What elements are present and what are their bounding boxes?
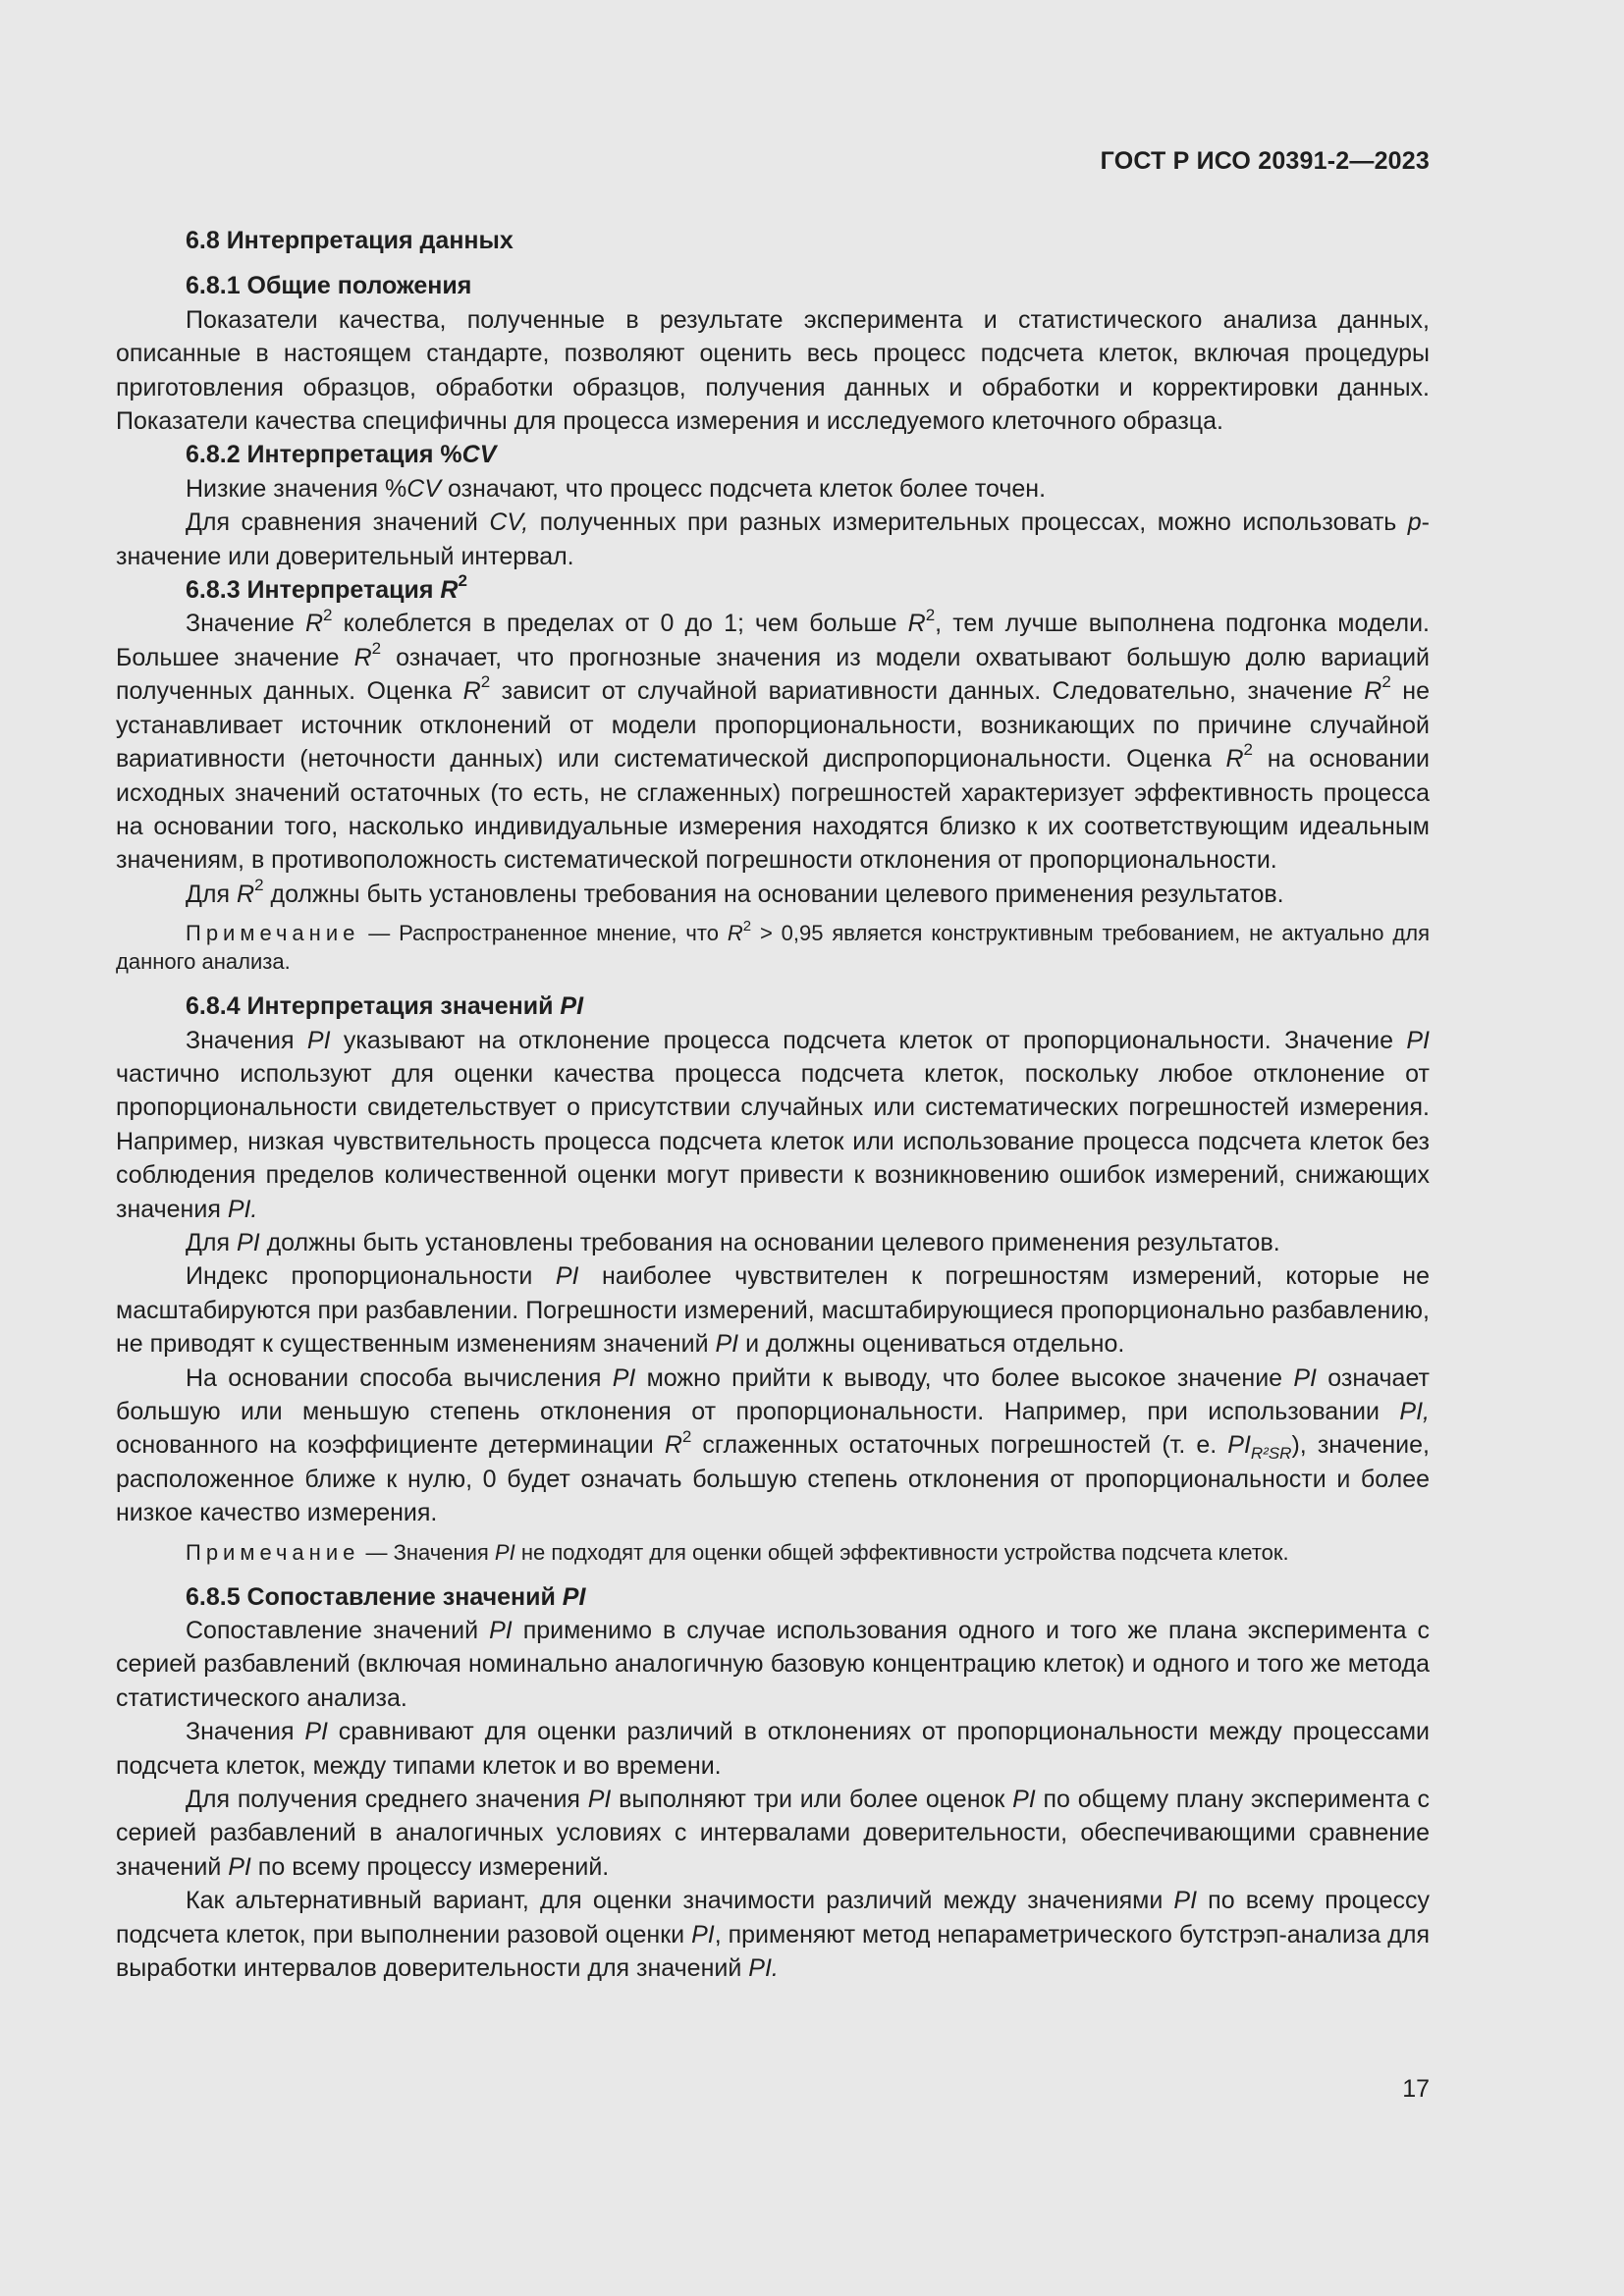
note: Примечание — Значения PI не подходят для оценки общей эффективности устройства подсчета клеток. (186, 1539, 1289, 1565)
document-id-header: ГОСТ Р ИСО 20391-2—2023 (1100, 147, 1430, 175)
paragraph: На основании способа вычисления PI можно прийти к выводу, что более высокое значение PI означает большую или меньшую степень отклонения от пропорциональности. Например, при использовании PI, основанного на коэффициенте детерминации $R^2$ сглаженных остаточных погрешностей (т. е. $PI_{R^2SR}$), значение, расположенное ближе к нулю, 0 будет означать большую степень отклонения от пропорциональности и более низкое качество измерения. (116, 1363, 1430, 1527)
paragraph: Значения PI указывают на отклонение процесса подсчета клеток от пропорциональности. Значение PI частично используют для оценки качества процесса подсчета клеток, поскольку любое отклонение от пропорциональности свидетельствует о присутствии случайных или систематических погрешностей измерения. Например, низкая чувствительность процесса подсчета клеток или использование процесса подсчета клеток без соблюдения пределов количественной оценки могут привести к возникновению ошибок измерений, снижающих значения PI. (116, 1026, 1430, 1223)
paragraph: Сопоставление значений PI применимо в случае использования одного и того же плана эксперимента с серией разбавлений (включая номинально аналогичную базовую концентрацию клеток) и одного и того же метода статистического анализа. (116, 1617, 1430, 1712)
paragraph: Низкие значения %CV означают, что процесс подсчета клеток более точен. (186, 474, 1047, 503)
note-label: Примечание (186, 1539, 360, 1565)
paragraph: Значения PI сравнивают для оценки различий в отклонениях от пропорциональности между процессами подсчета клеток, между типами клеток и во времени. (116, 1718, 1430, 1780)
paragraph: Как альтернативный вариант, для оценки значимости различий между значениями PI по всему процессу подсчета клеток, при выполнении разовой оценки PI, применяют метод непараметрического бутстрэп-анализа для выработки интервалов доверительности для значений PI. (116, 1887, 1430, 1983)
paragraph: Для $R^2$ должны быть установлены требования на основании целевого применения результатов. (186, 875, 1284, 908)
paragraph: Для PI должны быть установлены требования на основании целевого применения результатов. (186, 1228, 1280, 1256)
paragraph: Для сравнения значений CV, полученных при разных измерительных процессах, можно использовать p-значение или доверительный интервал. (116, 508, 1430, 570)
section-heading: 6.8 Интерпретация данных (186, 227, 514, 254)
subsection-heading-6-8-1: 6.8.1 Общие положения (186, 272, 472, 300)
paragraph: Индекс пропорциональности PI наиболее чувствителен к погрешностям измерений, которые не масштабируются при разбавлении. Погрешности измерений, масштабирующиеся пропорционально разбавлению, не приводят к существенным изменениям значений PI и должны оцениваться отдельно. (116, 1262, 1431, 1359)
paragraph: Показатели качества, полученные в результате эксперимента и статистического анализа данных, описанные в настоящем стандарте, позволяют оценить весь процесс подсчета клеток, включая процедуры приготовления образцов, обработки образцов, получения данных и обработки и корректировки данных. Показатели качества специфичны для процесса измерения и исследуемого клеточного образца. (116, 305, 1430, 436)
subsection-heading-6-8-3: 6.8.3 Интерпретация $R^2$ (186, 571, 467, 605)
note: Примечание — Распространенное мнение, что $R^2 > 0,95$ является конструктивным требованием, не актуально для данного анализа. (116, 917, 1430, 975)
paragraph: Для получения среднего значения PI выполняют три или более оценок PI по общему плану эксперимента с серией разбавлений в аналогичных условиях с интервалами доверительности, обеспечивающими сравнение значений PI по всему процессу измерений. (116, 1786, 1430, 1881)
paragraph: Значение $R^2$ колеблется в пределах от 0 до 1; чем больше $R^2$, тем лучше выполнена подгонка модели. Большее значение $R^2$ означает, что прогнозные значения из модели охватывают большую долю вариаций полученных данных. Оценка $R^2$ зависит от случайной вариативности данных. Следовательно, значение $R^2$ не устанавливает источник отклонений от модели пропорциональности, возникающих по причине случайной вариативности (неточности данных) или систематической диспропорциональности. Оценка $R^2$ на основании исходных значений остаточных (то есть, не сглаженных) погрешностей характеризует эффективность процесса на основании того, насколько индивидуальные измерения находятся близко к их соответствующим идеальным значениям, в противоположность систематической погрешности отклонения от пропорциональности. (116, 605, 1431, 875)
note-label: Примечание (186, 921, 360, 946)
subsection-heading-6-8-2: 6.8.2 Интерпретация %CV (186, 441, 497, 469)
subsection-heading-6-8-5: 6.8.5 Сопоставление значений PI (186, 1582, 586, 1611)
page-number: 17 (1402, 2075, 1430, 2103)
subsection-heading-6-8-4: 6.8.4 Интерпретация значений PI (186, 992, 584, 1021)
page-content (116, 224, 1430, 1986)
